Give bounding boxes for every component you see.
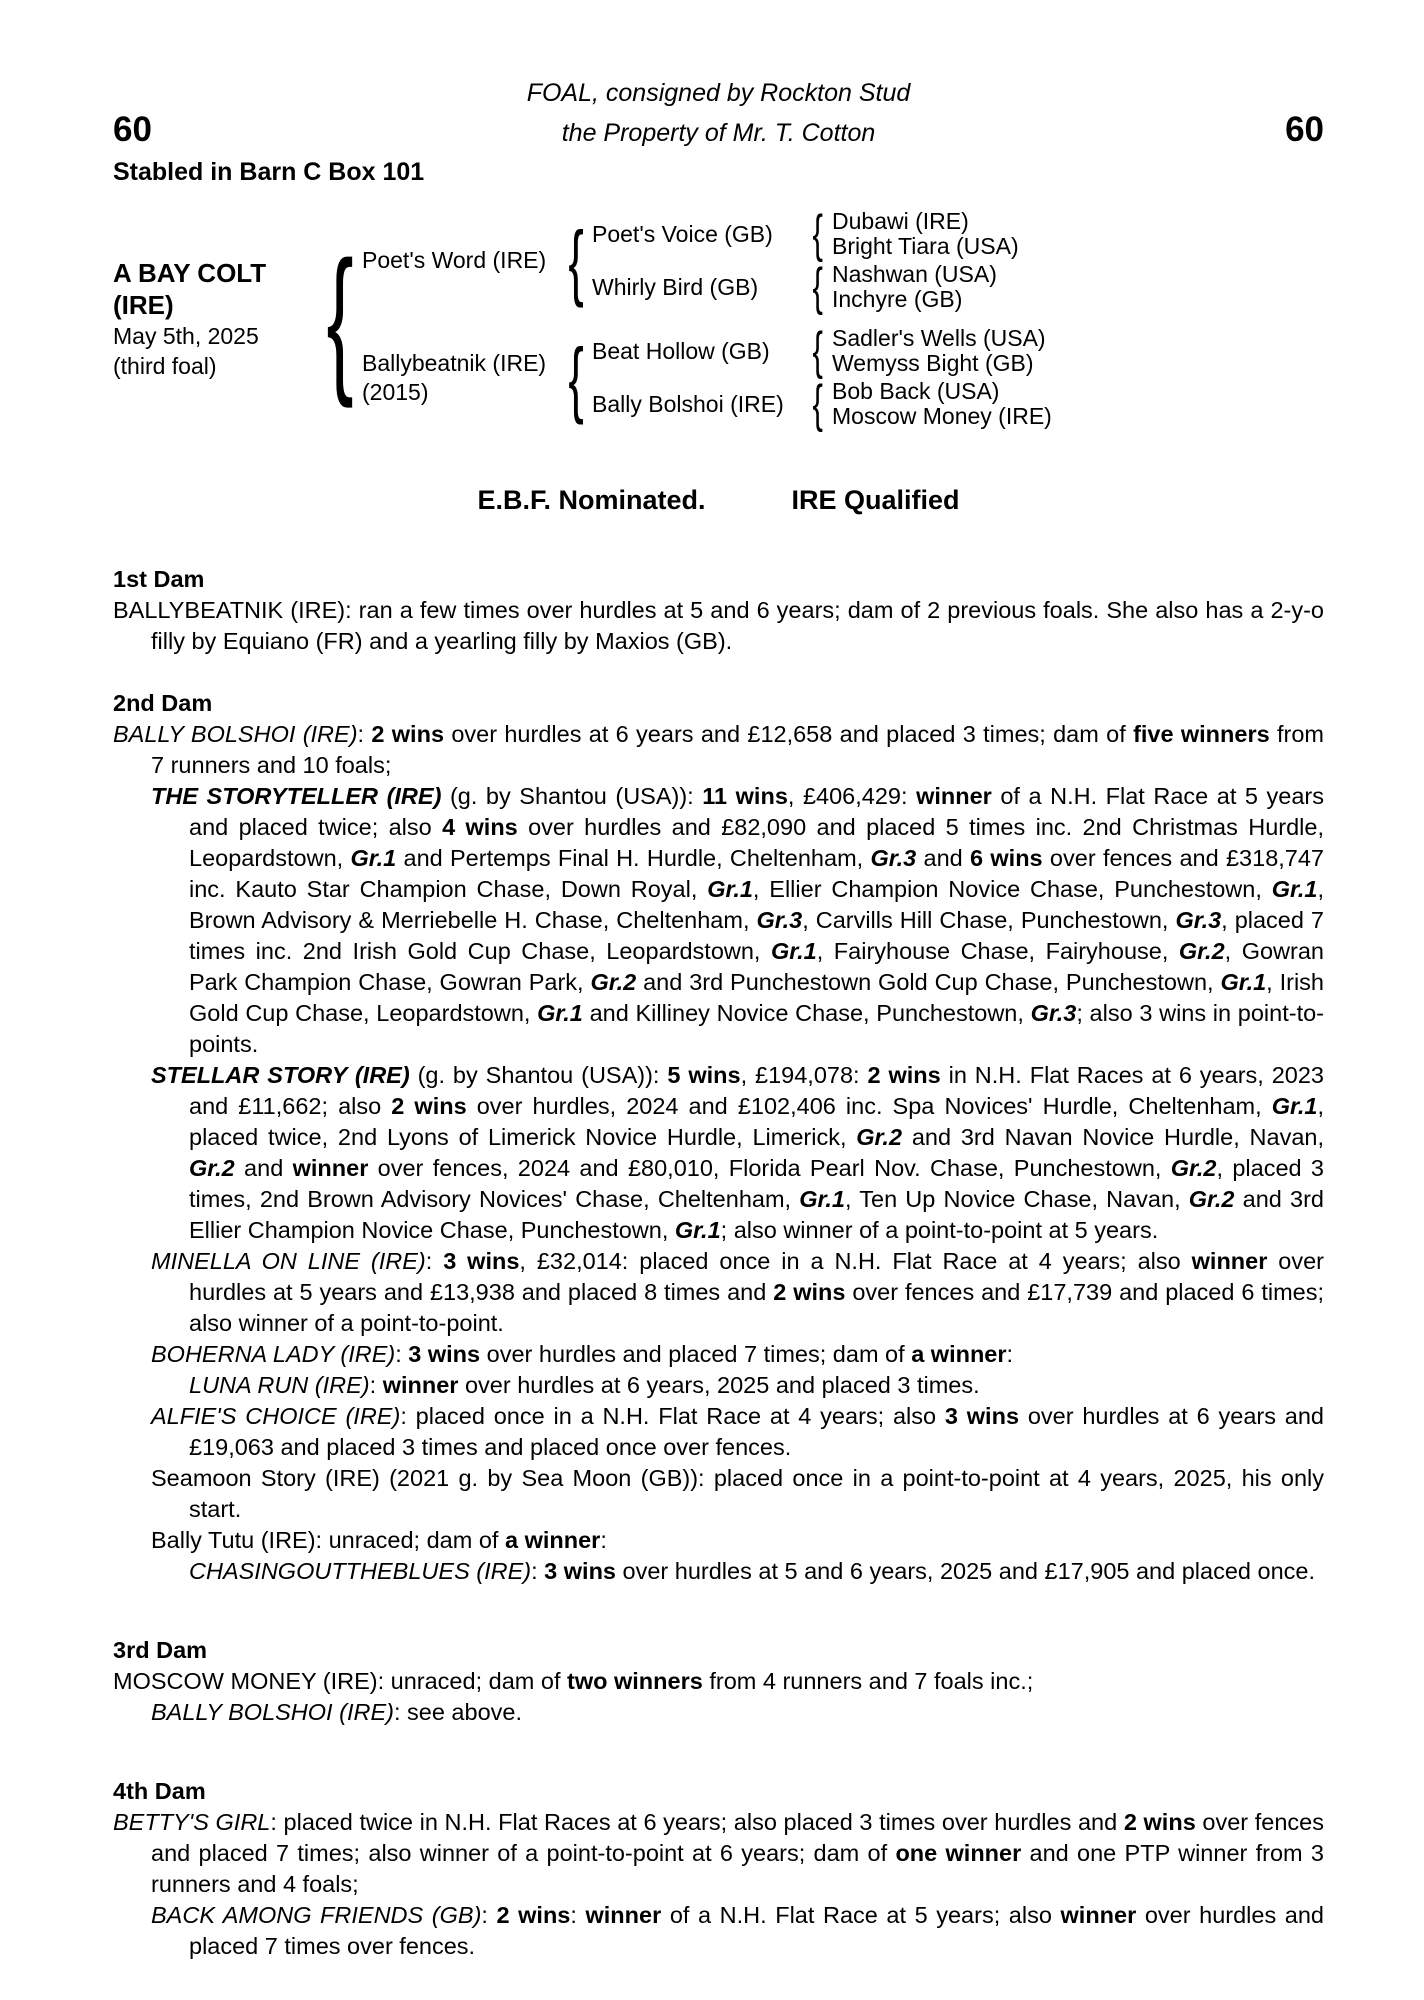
paragraph-luna-run: LUNA RUN (IRE): winner over hurdles at 6 years, 2025 and placed 3 times. xyxy=(189,1372,980,1398)
second-dam-branch xyxy=(592,379,1052,429)
pedigree-brace-sire xyxy=(560,209,592,312)
pedigree-brace-damsire xyxy=(804,326,832,376)
grandsire-parents xyxy=(832,209,1019,259)
pedigree-brace-grandsire xyxy=(804,209,832,259)
pedigree-details xyxy=(113,564,1324,1962)
consignor-line: FOAL, consigned by Rockton Stud xyxy=(526,79,911,107)
dam-branch xyxy=(362,326,1052,429)
great-grandsire-name: Bob Back (USA) xyxy=(832,378,1000,404)
sire-dam-parents xyxy=(832,262,997,312)
paragraph-bally-bolshoi: BALLY BOLSHOI (IRE): 2 wins over hurdles at 6 years and £12,658 and placed 3 times; dam of five winners from 7 runners and 10 foals; xyxy=(113,721,1325,778)
great-granddam-name: Inchyre (GB) xyxy=(832,286,963,312)
pedigree-subject xyxy=(113,257,318,382)
paragraph-bally-tutu: Bally Tutu (IRE): unraced; dam of a winner: xyxy=(151,1527,607,1553)
paragraph-the-storyteller: THE STORYTELLER (IRE) (g. by Shantou (USA)): 11 wins, £406,429: winner of a N.H. Flat Race at 5 years and placed twice; also 4 wins over hurdles and £82,090 and placed 5 times inc. 2nd Christmas Hurdle, Leopardstown, Gr.1 and Pertemps Final H. Hurdle, Cheltenham, Gr.3 and 6 wins over fences and £318,747 inc. Kauto Star Champion Chase, Down Royal, Gr.1, Ellier Champion Novice Chase, Punchestown, Gr.1, Brown Advisory & Merriebelle H. Chase, Cheltenham, Gr.3, Carvills Hill Chase, Punchestown, Gr.3, placed 7 times inc. 2nd Irish Gold Cup Chase, Leopardstown, Gr.1, Fairyhouse Chase, Fairyhouse, Gr.2, Gowran Park Champion Chase, Gowran Park, Gr.2 and 3rd Punchestown Gold Cup Chase, Punchestown, Gr.1, Irish Gold Cup Chase, Leopardstown, Gr.1 and Killiney Novice Chase, Punchestown, Gr.3; also 3 wins in point-to-points. xyxy=(151,783,1324,1057)
paragraph-back-among-friends: BACK AMONG FRIENDS (GB): 2 wins: winner of a N.H. Flat Race at 5 years; also winner over hurdles and placed 7 times over fences. xyxy=(151,1902,1324,1959)
sire-dam-branch xyxy=(592,262,1019,312)
paragraph-bettys-girl: BETTY'S GIRL: placed twice in N.H. Flat Races at 6 years; also placed 3 times over hurdles and 2 wins over fences and placed 7 times; also winner of a point-to-point at 6 years; dam of one winner and one PTP winner from 3 runners and 4 foals; xyxy=(113,1809,1324,1897)
section-heading: 3rd Dam xyxy=(113,1637,208,1663)
paragraph-minella-on-line: MINELLA ON LINE (IRE): 3 wins, £32,014: placed once in a N.H. Flat Race at 4 years; also winner over hurdles at 5 years and £13,938 and placed 8 times and 2 wins over fences and £17,739 and placed 6 times; also winner of a point-to-point. xyxy=(151,1248,1324,1336)
paragraph-seamoon-story: Seamoon Story (IRE) (2021 g. by Sea Moon (GB)): placed once in a point-to-point at 4 years, 2025, his only start. xyxy=(151,1465,1324,1522)
sire-dam-name: Whirly Bird (GB) xyxy=(592,273,759,300)
lot-number-right: 60 xyxy=(1285,110,1324,149)
second-dam-parents xyxy=(832,379,1052,429)
great-grandsire-name: Nashwan (USA) xyxy=(832,261,997,287)
pedigree-brace-sire-dam xyxy=(804,262,832,312)
paragraph-moscow-money: MOSCOW MONEY (IRE): unraced; dam of two winners from 4 runners and 7 foals inc.; xyxy=(113,1668,1034,1694)
subject-description: A BAY COLT xyxy=(113,257,267,288)
grandsire-name: Poet's Voice (GB) xyxy=(592,220,773,247)
pedigree-gen2-stack xyxy=(362,209,1052,429)
great-grandsire-name: Dubawi (IRE) xyxy=(832,208,969,234)
pedigree-brace-gen1 xyxy=(318,209,362,429)
lot-row xyxy=(113,112,1324,148)
ebf-nominated-label: E.B.F. Nominated. xyxy=(477,485,706,515)
sire-branch xyxy=(362,209,1052,312)
subject-foal-note: (third foal) xyxy=(113,352,217,379)
dam-parents xyxy=(592,326,1052,429)
stabling-info: Stabled in Barn C Box 101 xyxy=(113,158,425,186)
subject-foaling-date: May 5th, 2025 xyxy=(113,322,259,349)
pedigree-brace-dam xyxy=(560,326,592,429)
section-heading: 1st Dam xyxy=(113,566,205,592)
dam-name-text: Ballybeatnik (IRE) xyxy=(362,350,547,377)
great-granddam-name: Wemyss Bight (GB) xyxy=(832,350,1034,376)
subject-country: (IRE) xyxy=(113,290,174,321)
sire-name-text: Poet's Word (IRE) xyxy=(362,247,547,274)
paragraph-stellar-story: STELLAR STORY (IRE) (g. by Shantou (USA)): 5 wins, £194,078: 2 wins in N.H. Flat Races at 6 years, 2023 and £11,662; also 2 wins over hurdles, 2024 and £102,406 inc. Spa Novices' Hurdle, Cheltenham, Gr.1, placed twice, 2nd Lyons of Limerick Novice Hurdle, Limerick, Gr.2 and 3rd Navan Novice Hurdle, Navan, Gr.2 and winner over fences, 2024 and £80,010, Florida Pearl Nov. Chase, Punchestown, Gr.2, placed 3 times, 2nd Brown Advisory Novices' Chase, Cheltenham, Gr.1, Ten Up Novice Chase, Navan, Gr.2 and 3rd Ellier Champion Novice Chase, Punchestown, Gr.1; also winner of a point-to-point at 5 years. xyxy=(151,1062,1325,1243)
great-grandsire-name: Sadler's Wells (USA) xyxy=(832,325,1046,351)
paragraph-alfies-choice: ALFIE'S CHOICE (IRE): placed once in a N.H. Flat Race at 4 years; also 3 wins over hurdles at 6 years and £19,063 and placed 3 times and placed once over fences. xyxy=(151,1403,1324,1460)
paragraph-boherna-lady: BOHERNA LADY (IRE): 3 wins over hurdles and placed 7 times; dam of a winner: xyxy=(151,1341,1014,1367)
damsire-parents xyxy=(832,326,1046,376)
second-dam-name: Bally Bolshoi (IRE) xyxy=(592,390,784,417)
section-4th-dam xyxy=(113,1776,1324,1962)
property-line: the Property of Mr. T. Cotton xyxy=(561,119,876,147)
dam-year-text: (2015) xyxy=(362,378,429,405)
damsire-branch xyxy=(592,326,1052,376)
pedigree-brace-second-dam xyxy=(804,379,832,429)
great-granddam-name: Bright Tiara (USA) xyxy=(832,233,1019,259)
sire-parents xyxy=(592,209,1019,312)
damsire-name: Beat Hollow (GB) xyxy=(592,337,770,364)
section-2nd-dam xyxy=(113,688,1324,1587)
nomination-flags xyxy=(113,485,1324,516)
ire-qualified-label: IRE Qualified xyxy=(791,485,960,515)
section-1st-dam xyxy=(113,564,1324,657)
paragraph-chasingouttheblues: CHASINGOUTTHEBLUES (IRE): 3 wins over hurdles at 5 and 6 years, 2025 and £17,905 and placed once. xyxy=(189,1558,1315,1584)
section-heading: 2nd Dam xyxy=(113,690,213,716)
grandsire-branch xyxy=(592,209,1019,259)
section-3rd-dam xyxy=(113,1635,1324,1728)
paragraph-bally-bolshoi-ref: BALLY BOLSHOI (IRE): see above. xyxy=(151,1699,522,1725)
great-granddam-name: Moscow Money (IRE) xyxy=(832,403,1052,429)
sire-name xyxy=(362,246,560,274)
lot-number-left: 60 xyxy=(113,110,152,149)
paragraph-ballybeatnik: BALLYBEATNIK (IRE): ran a few times over hurdles at 5 and 6 years; dam of 2 previous foals. She also has a 2-y-o filly by Equiano (FR) and a yearling filly by Maxios (GB). xyxy=(113,597,1324,654)
dam-name xyxy=(362,349,560,405)
pedigree-table xyxy=(113,209,1324,429)
section-heading: 4th Dam xyxy=(113,1778,206,1804)
